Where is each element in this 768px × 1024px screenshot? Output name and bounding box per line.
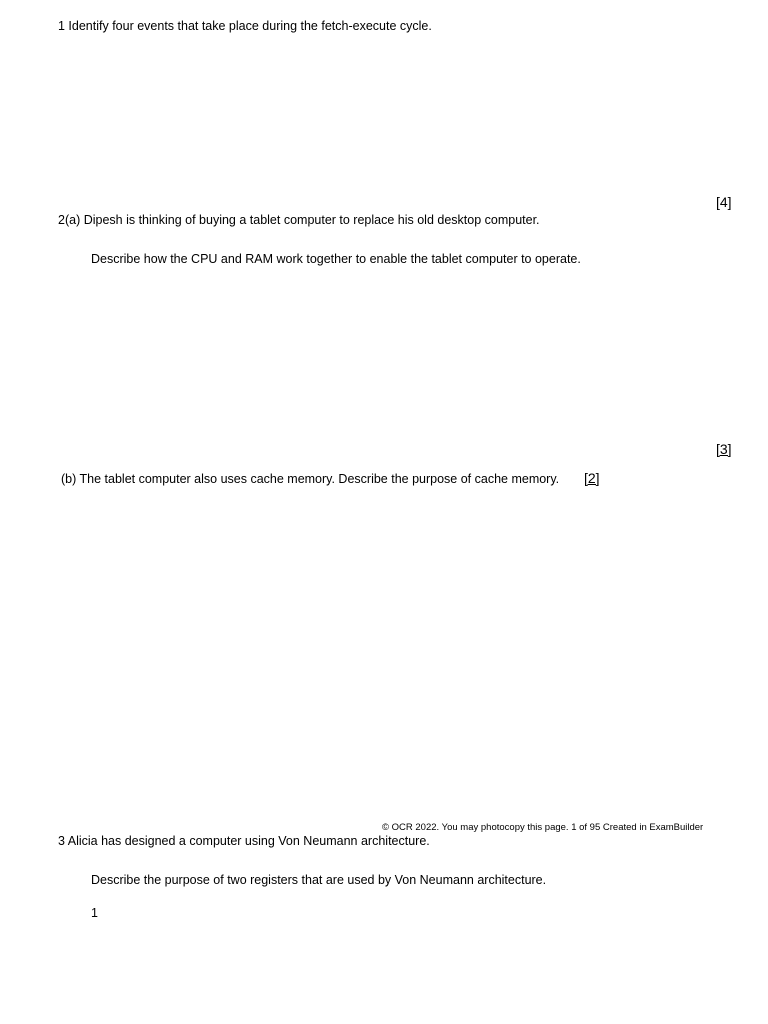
question-2b-text: (b) The tablet computer also uses cache memory. Describe the purpose of cache memory. [61,472,560,486]
question-2a-text: 2(a) Dipesh is thinking of buying a tablet computer to replace his old desktop computer. [58,213,540,227]
question-1-text: 1 Identify four events that take place during the fetch-execute cycle. [58,19,432,33]
question-3-text: 3 Alicia has designed a computer using Von Neumann architecture. [58,834,430,848]
question-3-instruction: Describe the purpose of two registers that are used by Von Neumann architecture. [91,873,547,887]
question-2a-instruction: Describe how the CPU and RAM work together to enable the tablet computer to operate. [91,252,581,266]
page-footer: © OCR 2022. You may photocopy this page. 1 of 95 Created in ExamBuilder [382,822,704,833]
question-1-marks: [4] [716,194,732,210]
question-2a-marks: [3] [716,441,732,457]
question-3-answer-number: 1 [91,906,98,920]
question-2b-marks: [2] [584,470,600,486]
